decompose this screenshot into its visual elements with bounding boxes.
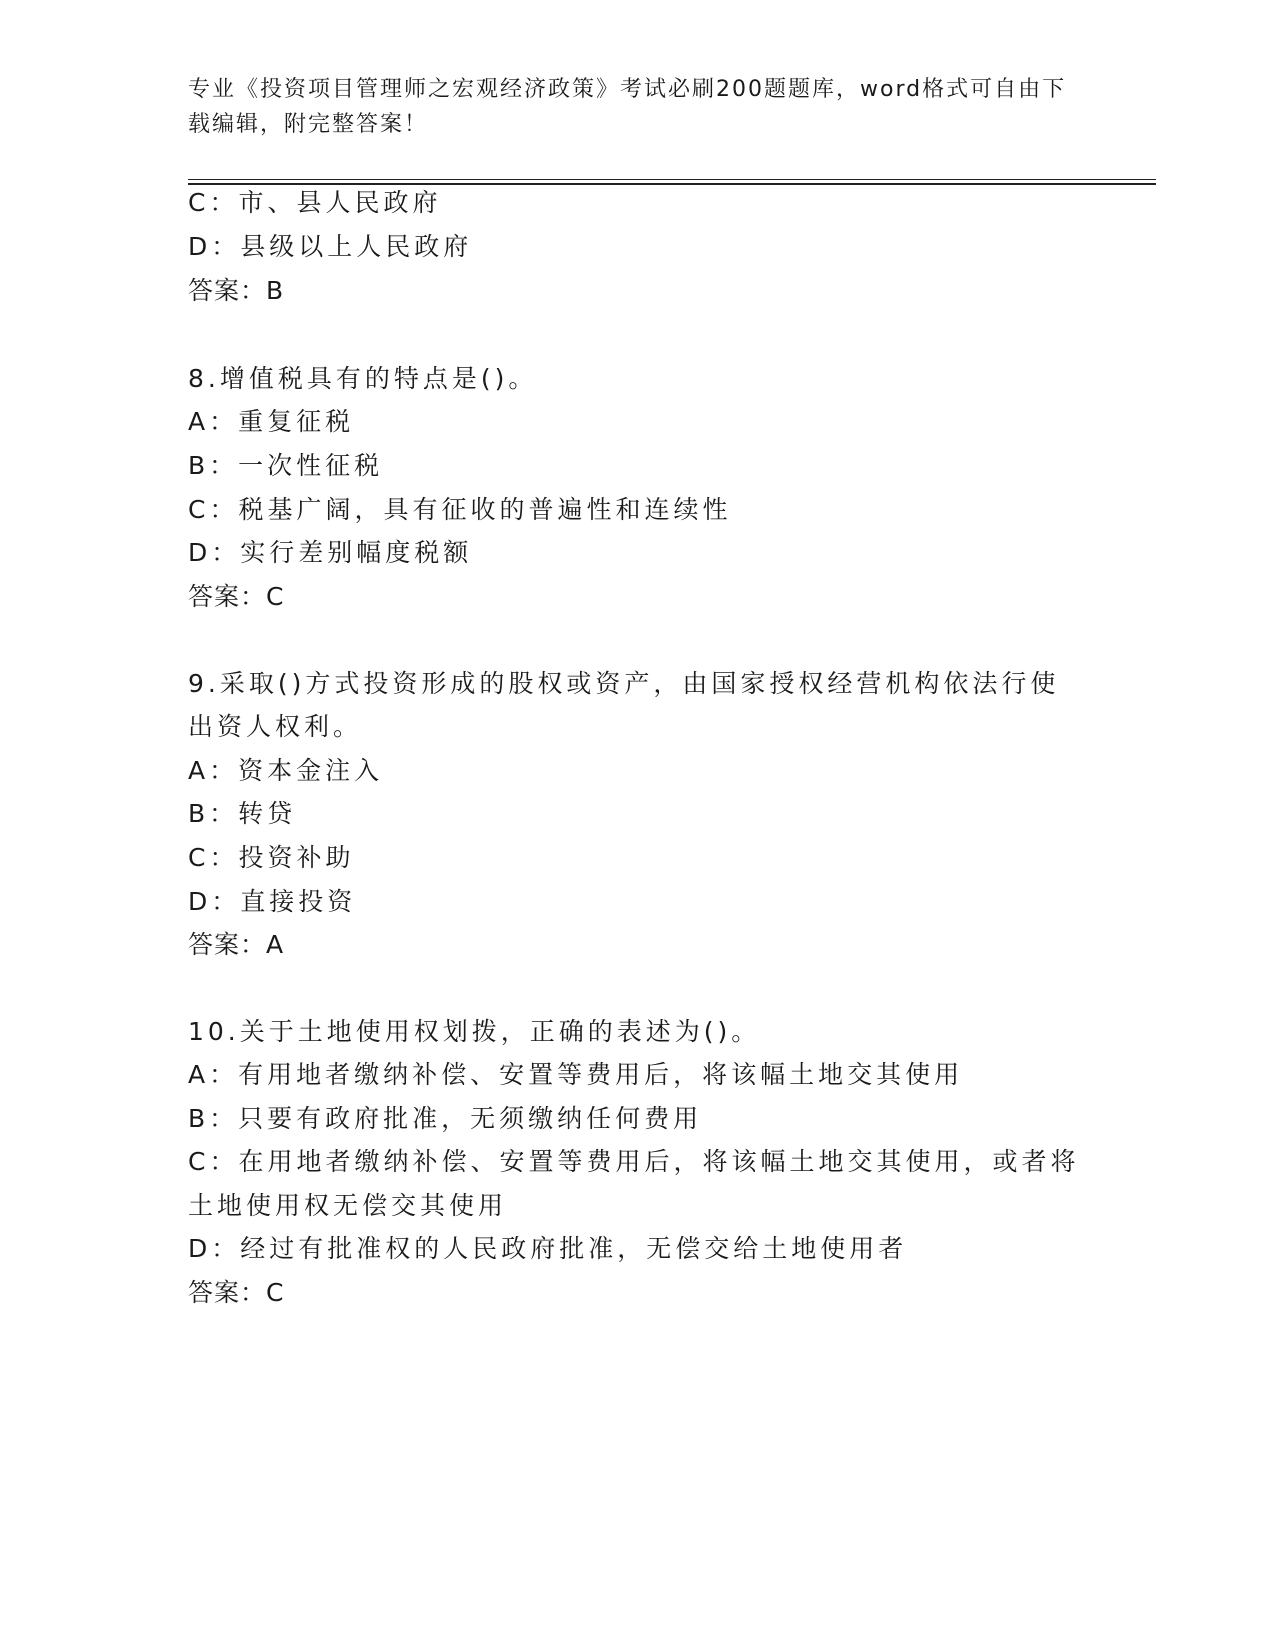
- option-c-continued: 土地使用权无偿交其使用: [188, 1191, 508, 1220]
- answer-line: 答案：C: [188, 1278, 285, 1307]
- option-c: C：市、县人民政府: [188, 188, 442, 217]
- header-divider-thick: [188, 183, 1156, 185]
- option-c: C：税基广阔，具有征收的普遍性和连续性: [188, 495, 732, 524]
- option-d: D：直接投资: [188, 887, 357, 916]
- option-c: C：投资补助: [188, 843, 355, 872]
- option-b: B：只要有政府批准，无须缴纳任何费用: [188, 1104, 703, 1133]
- question-stem-continued: 出资人权利。: [188, 712, 363, 741]
- document-header: 专业《投资项目管理师之宏观经济政策》考试必刷200题题库，word格式可自由下载编辑，附完整答案！: [188, 77, 1067, 137]
- option-d: D：县级以上人民政府: [188, 232, 473, 261]
- question-stem: 8.增值税具有的特点是()。: [188, 364, 538, 393]
- answer-line: 答案：B: [188, 276, 285, 305]
- question-stem: 10.关于土地使用权划拨，正确的表述为()。: [188, 1017, 761, 1046]
- option-c: C：在用地者缴纳补偿、安置等费用后，将该幅土地交其使用，或者将: [188, 1147, 1080, 1176]
- header-divider-thin: [188, 179, 1156, 180]
- option-a: A：有用地者缴纳补偿、安置等费用后，将该幅土地交其使用: [188, 1060, 964, 1089]
- option-d: D：经过有批准权的人民政府批准，无偿交给土地使用者: [188, 1234, 908, 1263]
- option-b: B：一次性征税: [188, 451, 384, 480]
- option-a: A：资本金注入: [188, 756, 384, 785]
- answer-line: 答案：A: [188, 930, 285, 959]
- option-b: B：转贷: [188, 799, 297, 828]
- answer-line: 答案：C: [188, 582, 285, 611]
- question-stem: 9.采取()方式投资形成的股权或资产，由国家授权经营机构依法行使: [188, 669, 1060, 698]
- option-a: A：重复征税: [188, 407, 355, 436]
- option-d: D：实行差别幅度税额: [188, 538, 473, 567]
